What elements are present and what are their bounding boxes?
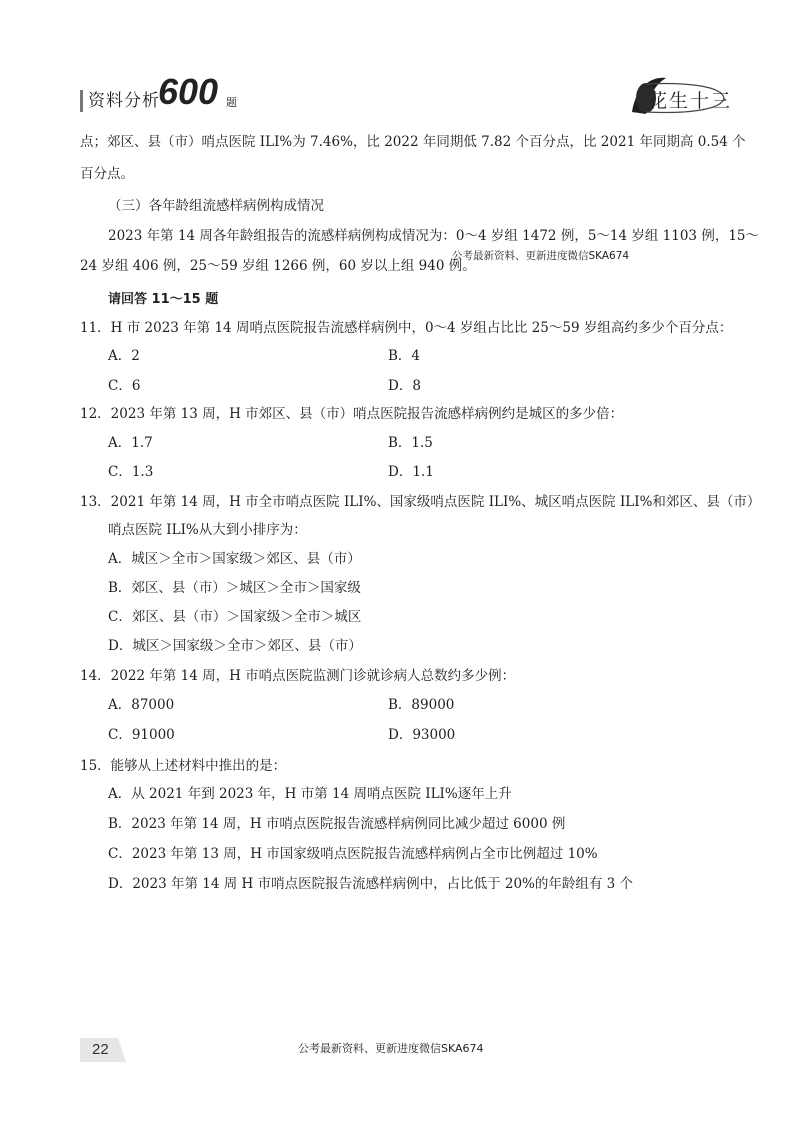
paragraph-line-2: 24 岁组 406 例，25～59 岁组 1266 例，60 岁以上组 940 例。	[80, 258, 476, 274]
question-15-option-b: B．2023 年第 14 周，H 市哨点医院报告流感样病例同比减少超过 6000 例	[108, 816, 566, 832]
page-number: 22	[92, 1041, 109, 1058]
question-14-option-b: B．89000	[388, 697, 455, 713]
question-12-stem: 12．2023 年第 13 周，H 市郊区、县（市）哨点医院报告流感样病例约是城区的多少倍：	[80, 406, 624, 422]
brand-name: 花生十三	[648, 90, 733, 112]
question-11-stem: 11．H 市 2023 年第 14 周哨点医院报告流感样病例中，0～4 岁组占比比 25～59 岁组高约多少个百分点：	[80, 320, 733, 336]
question-14-option-a: A．87000	[108, 697, 175, 713]
question-13-option-c: C．郊区、县（市）＞国家级＞全市＞城区	[108, 609, 362, 625]
question-15-option-c: C．2023 年第 13 周，H 市国家级哨点医院报告流感样病例占全市比例超过 10%	[108, 846, 598, 862]
question-14-option-d: D．93000	[388, 727, 456, 743]
question-15-option-a: A．从 2021 年到 2023 年，H 市第 14 周哨点医院 ILI%逐年上升	[108, 786, 512, 802]
question-13-option-d: D．城区＞国家级＞全市＞郊区、县（市）	[108, 638, 362, 654]
question-15-option-d: D．2023 年第 14 周 H 市哨点医院报告流感样病例中，占比低于 20%的年龄组有 3 个	[108, 876, 634, 892]
paragraph-line-1: 2023 年第 14 周各年龄组报告的流感样病例构成情况为：0～4 岁组 1472 例，5～14 岁组 1103 例，15～	[108, 228, 759, 244]
question-11-option-d: D．8	[388, 378, 421, 394]
footer-watermark: 公考最新资料、更新进度微信SKA674	[298, 1042, 484, 1055]
question-14-stem: 14．2022 年第 14 周，H 市哨点医院监测门诊就诊病人总数约多少例：	[80, 668, 516, 684]
question-12-option-b: B．1.5	[388, 435, 433, 451]
instruction: 请回答 11～15 题	[108, 292, 219, 307]
question-13-option-a: A．城区＞全市＞国家级＞郊区、县（市）	[108, 551, 361, 567]
question-12-option-d: D．1.1	[388, 464, 434, 480]
question-13-stem-1: 13．2021 年第 14 周，H 市全市哨点医院 ILI%、国家级哨点医院 ILI%、城区哨点医院 ILI%和郊区、县（市）	[80, 494, 761, 510]
body-line-1: 点；郊区、县（市）哨点医院 ILI%为 7.46%，比 2022 年同期低 7.82 个百分点，比 2021 年同期高 0.54 个	[80, 134, 746, 150]
book-title: 资料分析	[88, 91, 160, 111]
question-11-option-c: C．6	[108, 378, 141, 394]
header-rule	[80, 90, 83, 112]
body-line-2: 百分点。	[80, 166, 134, 182]
question-13-stem-2: 哨点医院 ILI%从大到小排序为：	[108, 522, 307, 538]
book-suffix: 题	[226, 96, 237, 109]
question-15-stem: 15．能够从上述材料中推出的是：	[80, 758, 287, 774]
question-11-option-b: B．4	[388, 348, 421, 364]
section-title: （三）各年龄组流感样病例构成情况	[108, 198, 324, 214]
question-11-option-a: A．2	[108, 348, 140, 364]
question-12-option-a: A．1.7	[108, 435, 153, 451]
inline-watermark: 公考最新资料、更新进度微信SKA674	[452, 250, 630, 262]
book-number: 600	[158, 71, 219, 112]
question-13-option-b: B．郊区、县（市）＞城区＞全市＞国家级	[108, 580, 361, 596]
question-12-option-c: C．1.3	[108, 464, 154, 480]
question-14-option-c: C．91000	[108, 727, 175, 743]
